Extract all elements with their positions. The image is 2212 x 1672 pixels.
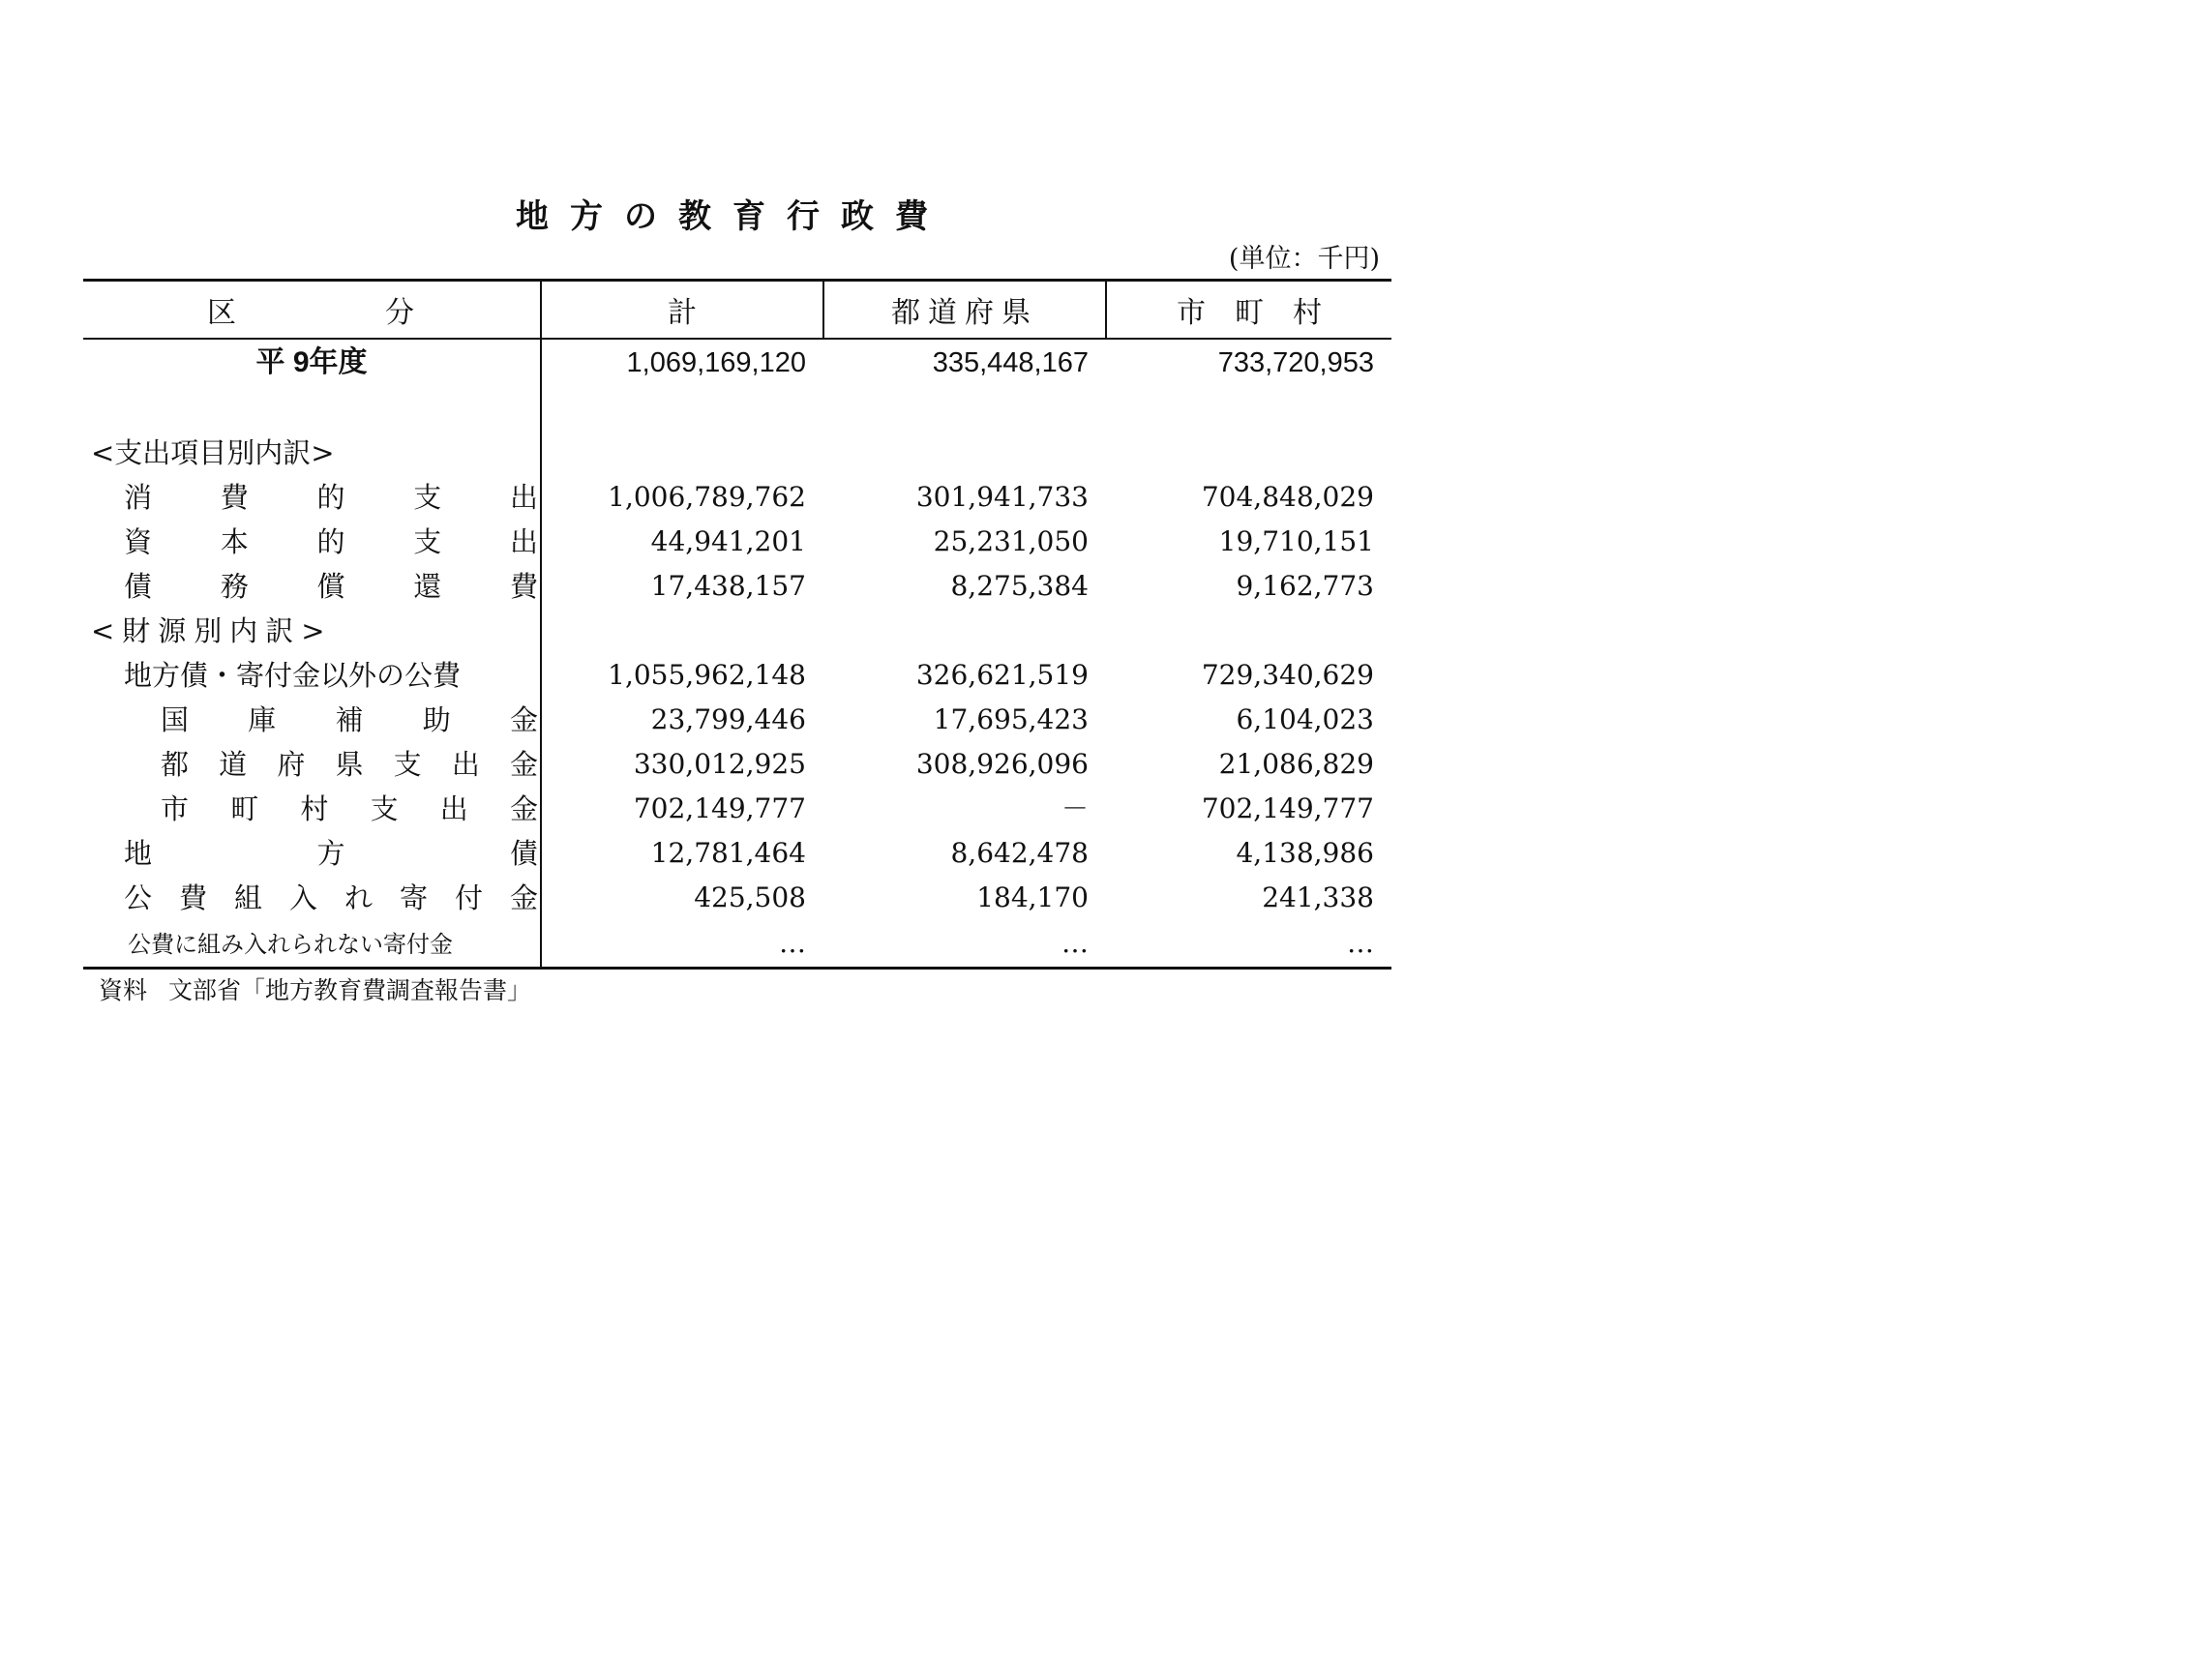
row-municipality: 6,104,023 <box>1236 702 1374 735</box>
row-municipality: 729,340,629 <box>1201 658 1374 691</box>
header-category: 区分 <box>83 281 541 339</box>
row-prefecture: 25,231,050 <box>933 524 1089 557</box>
row-prefecture: 308,926,096 <box>915 747 1089 780</box>
education-expenditure-table <box>83 279 1391 970</box>
table-row <box>83 698 1391 742</box>
year-total: 1,069,169,120 <box>626 346 806 378</box>
row-municipality: 9,162,773 <box>1236 569 1374 602</box>
table-header-row <box>83 281 1391 339</box>
row-label: 国庫補助金 <box>161 702 538 736</box>
year-municipality: 733,720,953 <box>1217 346 1374 378</box>
section-expenditure-heading: <支出項目別内訳> <box>91 435 335 469</box>
source-prefix: 資料 <box>99 975 148 1004</box>
table-row <box>83 475 1391 520</box>
source-note <box>83 971 1391 1010</box>
row-total: 44,941,201 <box>650 524 806 557</box>
year-prefecture: 335,448,167 <box>932 346 1089 378</box>
table-row <box>83 653 1391 698</box>
section-heading-row <box>83 431 1391 475</box>
table-row <box>83 920 1391 969</box>
row-label: 公費に組み入れられない寄付金 <box>128 930 453 958</box>
row-label: 公費組入れ寄付金 <box>124 881 538 914</box>
row-municipality: 704,848,029 <box>1201 480 1374 513</box>
row-municipality: 241,338 <box>1262 881 1374 913</box>
row-label: 市町村支出金 <box>161 791 538 825</box>
table-row <box>83 876 1391 920</box>
row-prefecture: … <box>823 920 1106 969</box>
document-page <box>83 194 1391 1010</box>
row-total: 330,012,925 <box>633 747 806 780</box>
year-total-row <box>83 339 1391 386</box>
row-prefecture: 301,941,733 <box>915 480 1089 513</box>
row-prefecture: 8,642,478 <box>950 836 1089 869</box>
section-heading-row <box>83 609 1391 653</box>
row-prefecture: － <box>1061 791 1089 824</box>
row-label: 資本的支出 <box>124 524 538 558</box>
spacer-row <box>83 386 1391 431</box>
row-total: 425,508 <box>694 881 806 913</box>
section-source-heading: <財源別内訳> <box>91 613 333 647</box>
row-total: 17,438,157 <box>650 569 806 602</box>
source-publisher: 文部省「地方教育費調査報告書」 <box>168 975 532 1004</box>
row-prefecture: 17,695,423 <box>933 702 1089 735</box>
row-municipality: 702,149,777 <box>1201 791 1374 824</box>
header-total: 計 <box>541 281 823 339</box>
row-total: 1,055,962,148 <box>608 658 806 691</box>
row-label: 都道府県支出金 <box>161 747 538 781</box>
row-total: 12,781,464 <box>650 836 806 869</box>
row-prefecture: 184,170 <box>976 881 1089 913</box>
row-label: 地方債・寄付金以外の公費 <box>124 658 462 692</box>
row-label: 地方債 <box>124 836 538 870</box>
row-total: 702,149,777 <box>633 791 806 824</box>
row-total: … <box>541 920 823 969</box>
table-row <box>83 742 1391 787</box>
row-label: 消費的支出 <box>124 480 538 514</box>
unit-note: (単位：千円) <box>1228 244 1380 274</box>
row-municipality: 4,138,986 <box>1236 836 1374 869</box>
page-title: 地方の教育行政費 <box>516 197 949 236</box>
table-row <box>83 520 1391 564</box>
year-label: 平 9年度 <box>83 339 541 386</box>
header-municipality: 市町村 <box>1106 281 1391 339</box>
row-total: 1,006,789,762 <box>608 480 806 513</box>
table-row <box>83 564 1391 609</box>
row-municipality: 21,086,829 <box>1218 747 1374 780</box>
row-total: 23,799,446 <box>650 702 806 735</box>
header-prefecture: 都道府県 <box>823 281 1106 339</box>
row-prefecture: 8,275,384 <box>950 569 1089 602</box>
table-row <box>83 787 1391 831</box>
row-label: 債務償還費 <box>124 569 538 603</box>
row-prefecture: 326,621,519 <box>915 658 1089 691</box>
table-row <box>83 831 1391 876</box>
row-municipality: 19,710,151 <box>1218 524 1374 557</box>
row-municipality: … <box>1106 920 1391 969</box>
